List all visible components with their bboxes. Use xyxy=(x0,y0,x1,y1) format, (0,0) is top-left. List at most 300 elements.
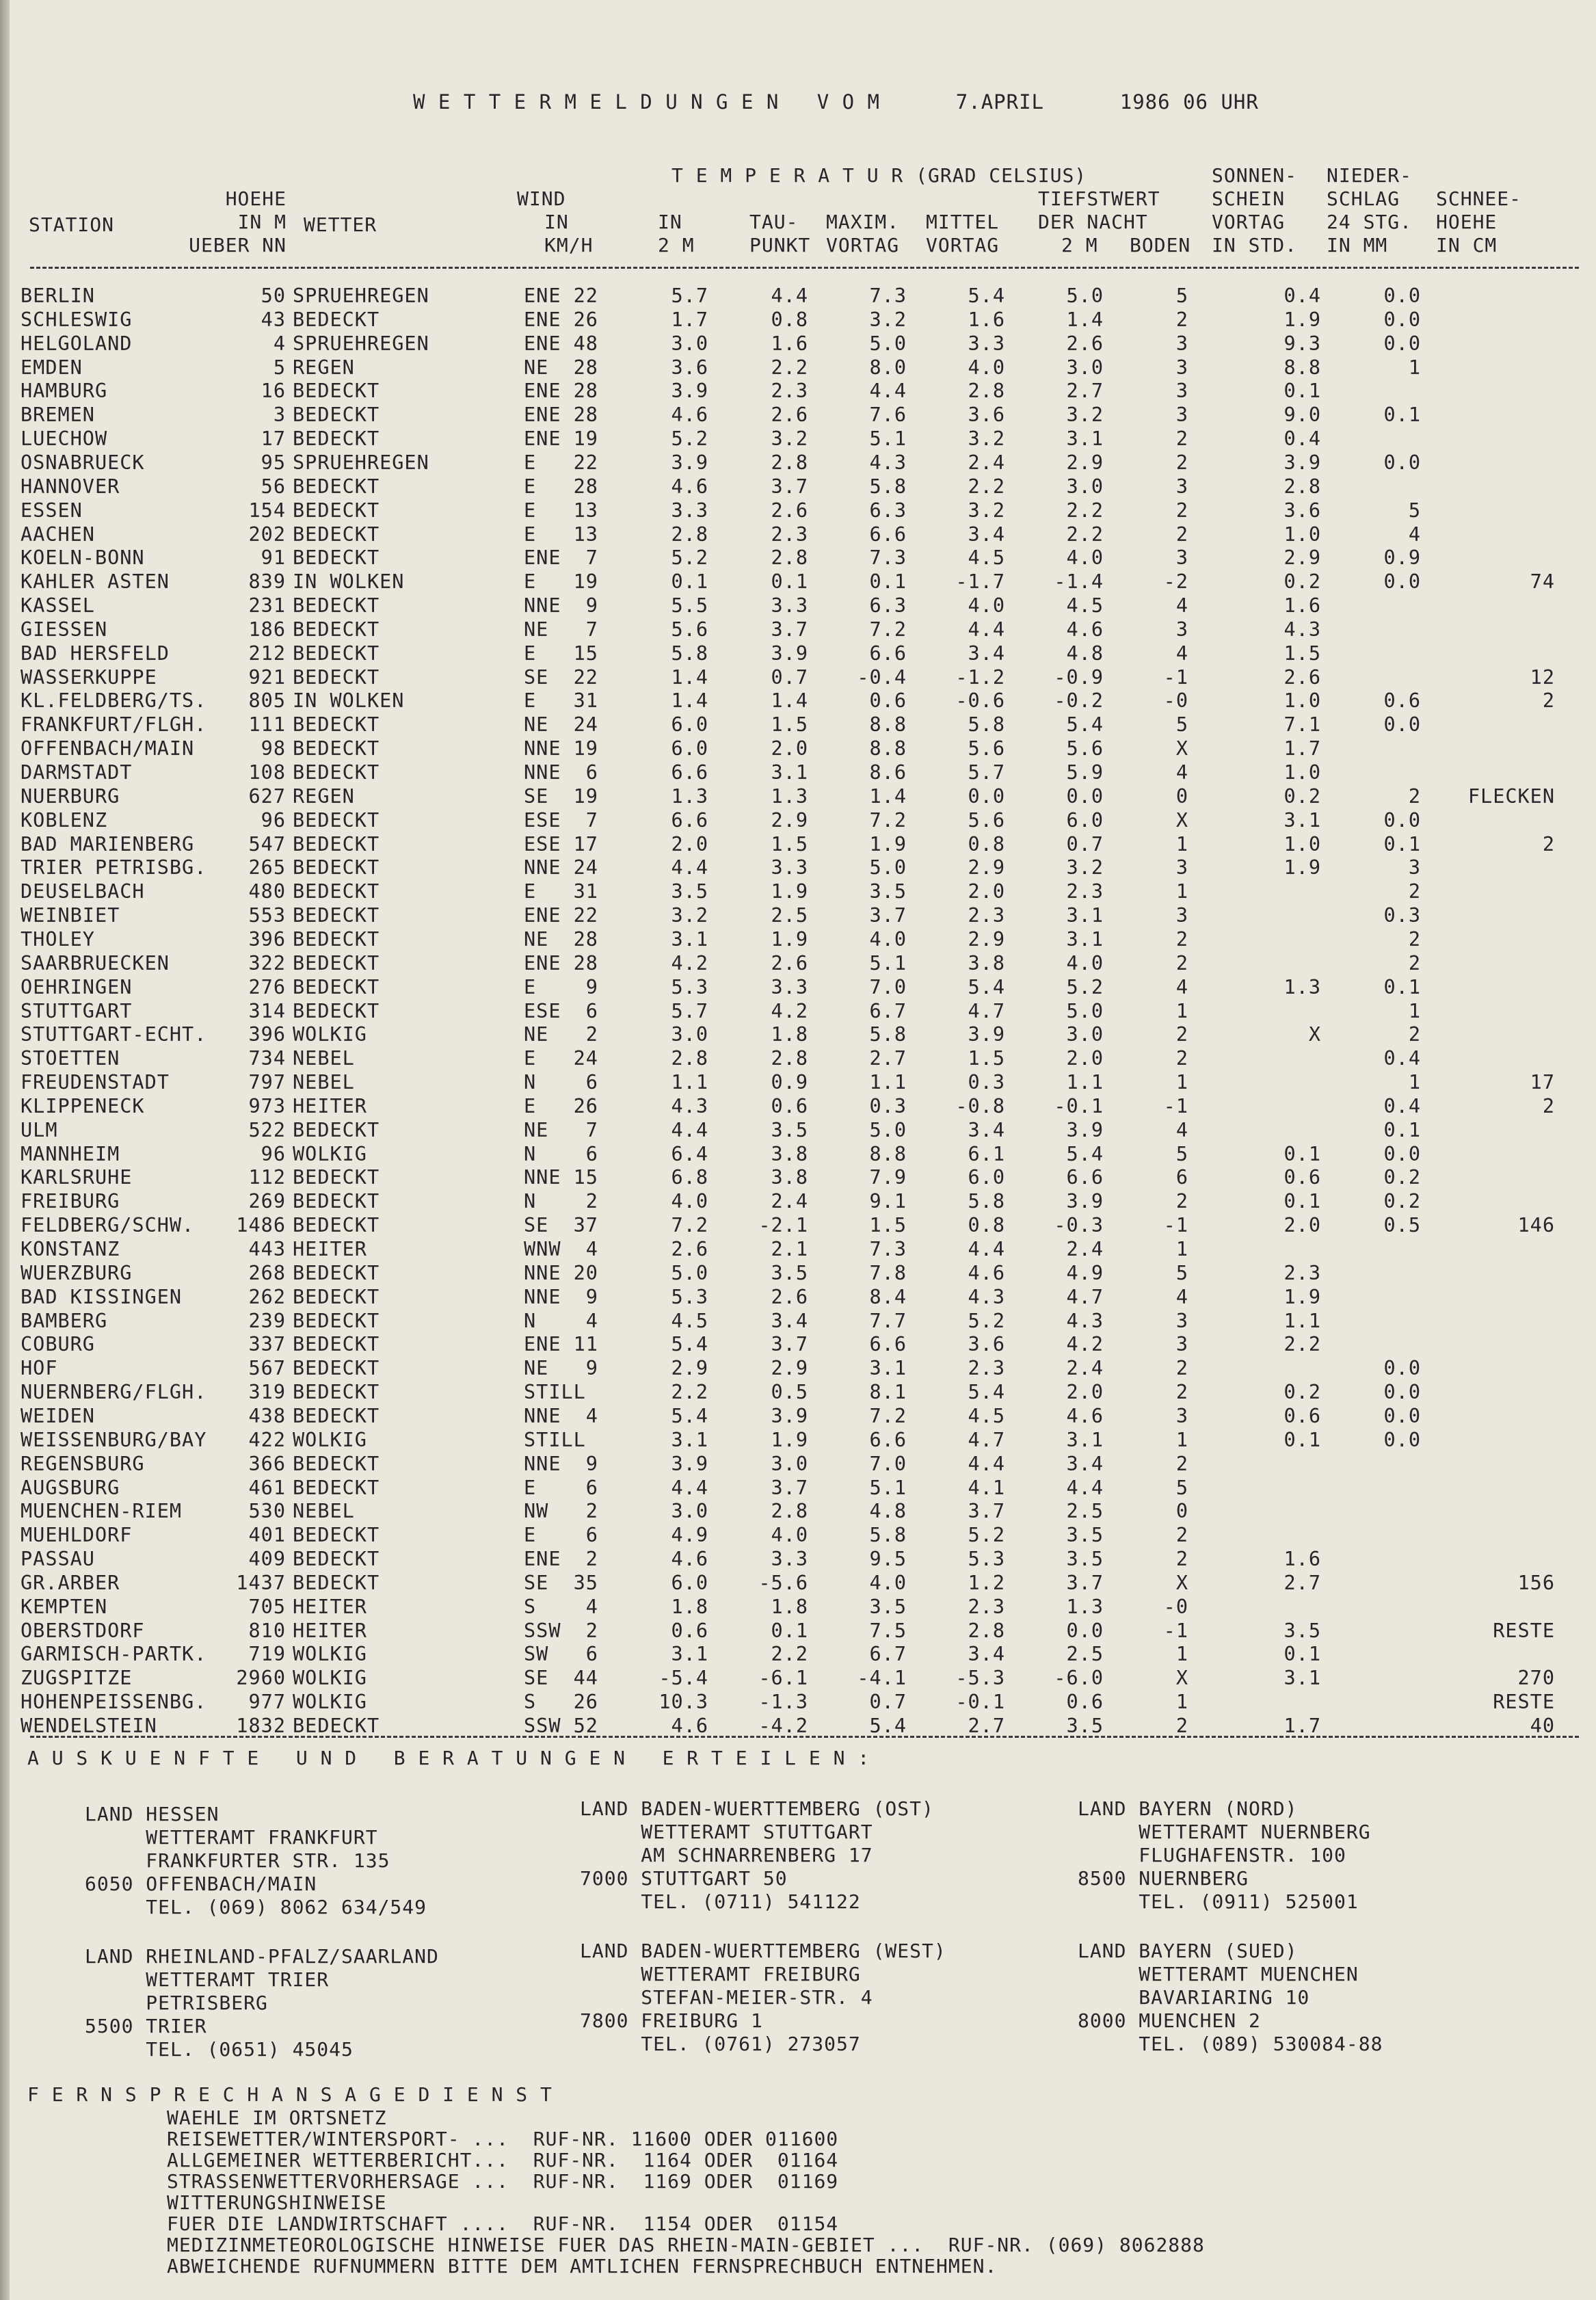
station-wetter: SPRUEHREGEN xyxy=(293,285,429,307)
table-row xyxy=(10,570,1596,594)
table-row xyxy=(10,1190,1596,1213)
station-temp-2m: 5.0 xyxy=(671,1261,708,1284)
station-tiefst-2m: 6.6 xyxy=(1066,1166,1104,1189)
station-hoehe: 553 xyxy=(248,904,286,927)
station-hoehe: 337 xyxy=(248,1333,286,1356)
station-maxim: 8.0 xyxy=(869,356,907,379)
station-wind: ENE 7 xyxy=(524,546,598,570)
header-hoehe-2: IN M xyxy=(237,211,287,233)
station-maxim: 6.6 xyxy=(869,1428,907,1451)
table-row xyxy=(10,1357,1596,1380)
contact-bw-west-line: LAND BADEN-WUERTTEMBERG (WEST) xyxy=(580,1940,946,1962)
station-temp-2m: 1.4 xyxy=(671,689,708,713)
station-wind: NNE 9 xyxy=(524,594,598,618)
station-maxim: 5.1 xyxy=(869,427,907,451)
table-bottom-divider xyxy=(30,1736,1579,1738)
table-row xyxy=(10,1071,1596,1094)
station-name: WENDELSTEIN xyxy=(21,1715,157,1737)
station-wind: S 4 xyxy=(524,1595,598,1618)
header-maxim-2: VORTAG xyxy=(826,234,900,256)
station-tiefst-boden: 1 xyxy=(1175,880,1188,903)
station-maxim: 5.0 xyxy=(869,1118,907,1141)
station-wetter: BEDECKT xyxy=(293,1285,380,1308)
header-wetter: WETTER xyxy=(304,213,377,236)
station-maxim: 6.6 xyxy=(869,642,907,665)
station-wind: NE 7 xyxy=(524,618,598,641)
station-tiefst-2m: 3.0 xyxy=(1066,475,1104,498)
station-name: REGENSBURG xyxy=(21,1452,145,1475)
station-name: GR.ARBER xyxy=(21,1571,120,1594)
station-name: GARMISCH-PARTK. xyxy=(21,1643,207,1666)
station-wetter: BEDECKT xyxy=(293,380,380,403)
contact-hessen-line: 6050 OFFENBACH/MAIN xyxy=(85,1873,317,1895)
station-maxim: 7.7 xyxy=(869,1309,907,1332)
station-nieder: 0.2 xyxy=(1383,1190,1421,1213)
station-wind: E 26 xyxy=(524,1094,598,1118)
fernsprech-line: ABWEICHENDE RUFNUMMERN BITTE DEM AMTLICHEN FERNSPRECHBUCH ENTNEHMEN. xyxy=(167,2255,998,2277)
station-maxim: 7.6 xyxy=(869,404,907,427)
header-nieder-2: SCHLAG xyxy=(1327,187,1400,210)
station-temp-2m: 1.8 xyxy=(671,1595,708,1618)
station-tiefst-2m: -1.4 xyxy=(1054,570,1104,594)
station-wetter: HEITER xyxy=(293,1619,367,1642)
station-temp-2m: 3.3 xyxy=(671,499,708,522)
station-maxim: 0.1 xyxy=(869,570,907,594)
station-tiefst-boden: 5 xyxy=(1175,285,1188,307)
station-nieder: 0.1 xyxy=(1383,832,1421,856)
station-temp-2m: 5.7 xyxy=(671,999,708,1022)
table-row xyxy=(10,1524,1596,1547)
station-hoehe: 705 xyxy=(248,1595,286,1618)
station-maxim: 8.8 xyxy=(869,1142,907,1165)
station-hoehe: 921 xyxy=(248,665,286,689)
station-temp-2m: 4.4 xyxy=(671,1476,708,1499)
contact-bayern-sued-line: TEL. (089) 530084-88 xyxy=(1078,2033,1383,2055)
station-wetter: BEDECKT xyxy=(293,1214,380,1237)
station-tiefst-boden: 2 xyxy=(1175,927,1188,951)
station-maxim: 4.0 xyxy=(869,1571,907,1594)
station-tiefst-2m: 3.1 xyxy=(1066,927,1104,951)
table-row xyxy=(10,1095,1596,1118)
station-name: ZUGSPITZE xyxy=(21,1667,133,1690)
header-taupunkt-1: TAU- xyxy=(749,211,799,233)
table-row xyxy=(10,666,1596,689)
table-row xyxy=(10,285,1596,308)
station-taupunkt: 0.9 xyxy=(771,1071,808,1094)
station-taupunkt: 2.5 xyxy=(771,904,808,927)
station-sonne: 0.6 xyxy=(1284,1166,1321,1189)
station-tiefst-boden: 4 xyxy=(1175,594,1188,618)
station-temp-2m: 1.1 xyxy=(671,1071,708,1094)
station-temp-2m: 2.8 xyxy=(671,523,708,546)
station-wind: NE 24 xyxy=(524,713,598,737)
table-row xyxy=(10,952,1596,975)
station-tiefst-2m: 6.0 xyxy=(1066,808,1104,832)
station-temp-2m: 3.2 xyxy=(671,904,708,927)
contact-bw-ost-line: LAND BADEN-WUERTTEMBERG (OST) xyxy=(580,1797,934,1820)
station-tiefst-2m: 0.6 xyxy=(1066,1691,1104,1714)
station-tiefst-2m: 3.7 xyxy=(1066,1571,1104,1594)
station-nieder: 2 xyxy=(1408,927,1421,951)
station-name: OEHRINGEN xyxy=(21,975,133,999)
station-sonne: 0.2 xyxy=(1284,1381,1321,1404)
station-name: OBERSTDORF xyxy=(21,1619,145,1642)
station-maxim: 7.8 xyxy=(869,1261,907,1284)
station-taupunkt: 2.3 xyxy=(771,523,808,546)
station-hoehe: 4 xyxy=(273,332,286,355)
table-row xyxy=(10,809,1596,832)
table-row xyxy=(10,1000,1596,1023)
station-tiefst-2m: 3.5 xyxy=(1066,1524,1104,1547)
station-name: KLIPPENECK xyxy=(21,1094,145,1118)
station-schnee: RESTE xyxy=(1493,1691,1555,1714)
station-mittel: 3.2 xyxy=(968,499,1005,522)
station-mittel: 5.8 xyxy=(968,713,1005,737)
table-row xyxy=(10,1166,1596,1189)
station-wetter: BEDECKT xyxy=(293,1524,380,1547)
station-hoehe: 50 xyxy=(261,285,286,307)
station-wind: SW 6 xyxy=(524,1643,598,1666)
station-wetter: BEDECKT xyxy=(293,808,380,832)
station-temp-2m: 3.9 xyxy=(671,380,708,403)
station-tiefst-2m: 2.9 xyxy=(1066,451,1104,474)
station-maxim: 7.5 xyxy=(869,1619,907,1642)
station-name: FELDBERG/SCHW. xyxy=(21,1214,195,1237)
station-tiefst-boden: 1 xyxy=(1175,1238,1188,1260)
station-wetter: BEDECKT xyxy=(293,665,380,689)
fernsprech-line: WAEHLE IM ORTSNETZ xyxy=(167,2106,387,2129)
station-taupunkt: 2.4 xyxy=(771,1190,808,1213)
station-taupunkt: 0.8 xyxy=(771,308,808,331)
contact-hessen-line: LAND HESSEN xyxy=(85,1803,220,1825)
contact-bayern-sued-line: LAND BAYERN (SUED) xyxy=(1078,1940,1298,1962)
station-hoehe: 108 xyxy=(248,761,286,784)
station-taupunkt: -5.6 xyxy=(758,1571,808,1594)
station-nieder: 0.1 xyxy=(1383,1118,1421,1141)
station-nieder: 0.0 xyxy=(1383,1404,1421,1427)
station-mittel: 0.8 xyxy=(968,1214,1005,1237)
station-wetter: BEDECKT xyxy=(293,975,380,999)
station-wetter: BEDECKT xyxy=(293,761,380,784)
station-temp-2m: 6.6 xyxy=(671,761,708,784)
station-name: HAMBURG xyxy=(21,380,108,403)
header-wind-1: WIND xyxy=(517,187,566,210)
table-row xyxy=(10,1023,1596,1046)
station-maxim: 1.1 xyxy=(869,1071,907,1094)
station-temp-2m: 4.4 xyxy=(671,1118,708,1141)
station-tiefst-2m: 0.0 xyxy=(1066,1619,1104,1642)
station-mittel: -1.7 xyxy=(955,570,1005,594)
station-maxim: 3.2 xyxy=(869,308,907,331)
header-nieder-3: 24 STG. xyxy=(1327,211,1413,233)
fernsprech-line: MEDIZINMETEOROLOGISCHE HINWEISE FUER DAS RHEIN-MAIN-GEBIET ... RUF-NR. (069) 8062888 xyxy=(167,2234,1205,2256)
station-maxim: 0.3 xyxy=(869,1094,907,1118)
header-wind-3: KM/H xyxy=(544,234,594,256)
station-wind: E 24 xyxy=(524,1047,598,1070)
header-in2m-1: IN xyxy=(658,211,682,233)
station-tiefst-2m: 1.3 xyxy=(1066,1595,1104,1618)
station-name: NUERNBERG/FLGH. xyxy=(21,1381,207,1404)
station-sonne: 1.5 xyxy=(1284,642,1321,665)
station-wind: ESE 17 xyxy=(524,832,598,856)
station-wetter: BEDECKT xyxy=(293,1452,380,1475)
station-tiefst-2m: 4.4 xyxy=(1066,1476,1104,1499)
station-tiefst-2m: 2.4 xyxy=(1066,1238,1104,1260)
station-taupunkt: 2.6 xyxy=(771,499,808,522)
station-tiefst-boden: -1 xyxy=(1163,665,1188,689)
station-name: EMDEN xyxy=(21,356,83,379)
station-mittel: 6.1 xyxy=(968,1142,1005,1165)
station-temp-2m: 4.2 xyxy=(671,951,708,975)
station-tiefst-boden: 5 xyxy=(1175,1142,1188,1165)
station-tiefst-boden: -1 xyxy=(1163,1094,1188,1118)
station-taupunkt: 2.6 xyxy=(771,951,808,975)
table-row xyxy=(10,1643,1596,1666)
station-mittel: 4.3 xyxy=(968,1285,1005,1308)
station-nieder: 2 xyxy=(1408,1023,1421,1046)
station-nieder: 1 xyxy=(1408,999,1421,1022)
station-taupunkt: 1.4 xyxy=(771,689,808,713)
station-hoehe: 977 xyxy=(248,1691,286,1714)
header-mittel-2: VORTAG xyxy=(926,234,1000,256)
fernsprech-line: STRASSENWETTERVORHERSAGE ... RUF-NR. 1169 ODER 01169 xyxy=(167,2170,839,2193)
station-maxim: 3.5 xyxy=(869,880,907,903)
table-row xyxy=(10,427,1596,451)
station-tiefst-2m: -0.1 xyxy=(1054,1094,1104,1118)
station-wetter: BEDECKT xyxy=(293,1715,380,1737)
contact-bayern-nord-line: FLUGHAFENSTR. 100 xyxy=(1078,1844,1346,1866)
station-tiefst-boden: 4 xyxy=(1175,1285,1188,1308)
station-sonne: 9.3 xyxy=(1284,332,1321,355)
station-mittel: 0.3 xyxy=(968,1071,1005,1094)
station-temp-2m: 4.6 xyxy=(671,1715,708,1737)
station-temp-2m: -5.4 xyxy=(659,1667,708,1690)
station-sonne: 0.1 xyxy=(1284,1643,1321,1666)
station-taupunkt: 1.9 xyxy=(771,1428,808,1451)
station-sonne: 1.6 xyxy=(1284,594,1321,618)
station-temp-2m: 1.7 xyxy=(671,308,708,331)
contact-rlp-saarland-line: TEL. (0651) 45045 xyxy=(85,2038,354,2061)
station-hoehe: 262 xyxy=(248,1285,286,1308)
table-row xyxy=(10,737,1596,761)
table-row xyxy=(10,1620,1596,1643)
station-taupunkt: 4.0 xyxy=(771,1524,808,1547)
station-maxim: 6.7 xyxy=(869,999,907,1022)
station-sonne: 1.3 xyxy=(1284,975,1321,999)
station-tiefst-2m: 4.9 xyxy=(1066,1261,1104,1284)
station-sonne: 0.4 xyxy=(1284,285,1321,307)
station-temp-2m: 1.4 xyxy=(671,665,708,689)
header-sonne-4: IN STD. xyxy=(1212,234,1298,256)
page-binding-edge xyxy=(0,0,10,2300)
station-name: HANNOVER xyxy=(21,475,120,498)
station-maxim: 7.9 xyxy=(869,1166,907,1189)
station-wind: ENE 19 xyxy=(524,427,598,451)
station-name: FREIBURG xyxy=(21,1190,120,1213)
station-mittel: 4.1 xyxy=(968,1476,1005,1499)
station-tiefst-2m: 3.2 xyxy=(1066,404,1104,427)
station-hoehe: 839 xyxy=(248,570,286,594)
header-schnee-3: IN CM xyxy=(1436,234,1498,256)
station-mittel: 2.8 xyxy=(968,1619,1005,1642)
station-mittel: 2.9 xyxy=(968,856,1005,880)
station-taupunkt: 2.3 xyxy=(771,380,808,403)
station-wetter: BEDECKT xyxy=(293,880,380,903)
station-tiefst-2m: 2.6 xyxy=(1066,332,1104,355)
station-temp-2m: 5.8 xyxy=(671,642,708,665)
station-wind: SE 35 xyxy=(524,1571,598,1594)
contact-rlp-saarland-line: LAND RHEINLAND-PFALZ/SAARLAND xyxy=(85,1945,439,1968)
station-nieder: 0.0 xyxy=(1383,308,1421,331)
station-mittel: 0.8 xyxy=(968,832,1005,856)
station-mittel: 5.3 xyxy=(968,1548,1005,1571)
station-name: THOLEY xyxy=(21,927,95,951)
station-sonne: 1.0 xyxy=(1284,761,1321,784)
fernsprech-title: F E R N S P R E C H A N S A G E D I E N S T xyxy=(27,2083,553,2106)
station-hoehe: 5 xyxy=(273,356,286,379)
station-tiefst-boden: 5 xyxy=(1175,1261,1188,1284)
station-sonne: 2.9 xyxy=(1284,546,1321,570)
station-mittel: -0.6 xyxy=(955,689,1005,713)
station-schnee: 40 xyxy=(1530,1715,1555,1737)
station-temp-2m: 6.0 xyxy=(671,1571,708,1594)
station-wetter: BEDECKT xyxy=(293,856,380,880)
station-wetter: BEDECKT xyxy=(293,1548,380,1571)
station-name: HOHENPEISSENBG. xyxy=(21,1691,207,1714)
station-mittel: 1.6 xyxy=(968,308,1005,331)
station-name: BAMBERG xyxy=(21,1309,108,1332)
contact-bw-ost-line: 7000 STUTTGART 50 xyxy=(580,1867,788,1890)
table-row xyxy=(10,356,1596,380)
station-temp-2m: 4.9 xyxy=(671,1524,708,1547)
station-tiefst-2m: -0.2 xyxy=(1054,689,1104,713)
station-taupunkt: 2.1 xyxy=(771,1238,808,1260)
station-taupunkt: 1.5 xyxy=(771,832,808,856)
station-sonne: 1.6 xyxy=(1284,1548,1321,1571)
station-temp-2m: 3.0 xyxy=(671,1500,708,1523)
station-temp-2m: 5.5 xyxy=(671,594,708,618)
station-tiefst-2m: 5.9 xyxy=(1066,761,1104,784)
station-temp-2m: 6.6 xyxy=(671,808,708,832)
station-wind: SE 22 xyxy=(524,665,598,689)
station-nieder: 0.1 xyxy=(1383,404,1421,427)
station-tiefst-2m: 3.9 xyxy=(1066,1118,1104,1141)
station-hoehe: 1832 xyxy=(236,1715,286,1737)
station-wind: ENE 2 xyxy=(524,1548,598,1571)
station-taupunkt: 2.9 xyxy=(771,808,808,832)
station-wetter: HEITER xyxy=(293,1238,367,1260)
station-wind: E 13 xyxy=(524,523,598,546)
station-hoehe: 154 xyxy=(248,499,286,522)
station-hoehe: 212 xyxy=(248,642,286,665)
station-name: BERLIN xyxy=(21,285,95,307)
station-name: SCHLESWIG xyxy=(21,308,133,331)
station-taupunkt: 0.5 xyxy=(771,1381,808,1404)
station-hoehe: 91 xyxy=(261,546,286,570)
station-tiefst-2m: 4.2 xyxy=(1066,1333,1104,1356)
station-tiefst-boden: 3 xyxy=(1175,356,1188,379)
station-tiefst-2m: 5.4 xyxy=(1066,1142,1104,1165)
station-mittel: 1.5 xyxy=(968,1047,1005,1070)
station-nieder: 0.0 xyxy=(1383,1142,1421,1165)
station-hoehe: 522 xyxy=(248,1118,286,1141)
station-taupunkt: 0.7 xyxy=(771,665,808,689)
station-tiefst-boden: 2 xyxy=(1175,451,1188,474)
station-wind: NE 9 xyxy=(524,1357,598,1380)
station-taupunkt: 3.1 xyxy=(771,761,808,784)
station-name: STUTTGART-ECHT. xyxy=(21,1023,207,1046)
station-wetter: BEDECKT xyxy=(293,523,380,546)
station-tiefst-2m: 5.0 xyxy=(1066,285,1104,307)
station-taupunkt: 1.9 xyxy=(771,927,808,951)
station-name: LUECHOW xyxy=(21,427,108,451)
station-wind: ENE 11 xyxy=(524,1333,598,1356)
station-taupunkt: 3.3 xyxy=(771,856,808,880)
station-sonne: 0.2 xyxy=(1284,784,1321,808)
station-tiefst-2m: 3.5 xyxy=(1066,1548,1104,1571)
station-hoehe: 480 xyxy=(248,880,286,903)
station-maxim: 7.0 xyxy=(869,1452,907,1475)
station-sonne: 1.7 xyxy=(1284,737,1321,761)
station-mittel: 4.7 xyxy=(968,1428,1005,1451)
contact-bw-west-line: STEFAN-MEIER-STR. 4 xyxy=(580,1986,873,2009)
station-mittel: 4.0 xyxy=(968,356,1005,379)
station-schnee: 270 xyxy=(1517,1667,1555,1690)
station-mittel: 5.2 xyxy=(968,1309,1005,1332)
station-tiefst-boden: 4 xyxy=(1175,642,1188,665)
station-hoehe: 810 xyxy=(248,1619,286,1642)
station-mittel: 3.4 xyxy=(968,1118,1005,1141)
station-name: ESSEN xyxy=(21,499,83,522)
station-maxim: 3.1 xyxy=(869,1357,907,1380)
station-tiefst-boden: 1 xyxy=(1175,999,1188,1022)
station-maxim: -4.1 xyxy=(857,1667,907,1690)
station-tiefst-2m: 3.0 xyxy=(1066,356,1104,379)
header-tiefst-1: TIEFSTWERT xyxy=(1038,187,1160,210)
station-wind: E 9 xyxy=(524,975,598,999)
station-wind: ENE 22 xyxy=(524,285,598,307)
table-row xyxy=(10,1572,1596,1595)
station-sonne: 1.0 xyxy=(1284,832,1321,856)
contact-bw-west-line: WETTERAMT FREIBURG xyxy=(580,1963,861,1985)
contact-hessen-line: TEL. (069) 8062 634/549 xyxy=(85,1896,427,1918)
station-hoehe: 231 xyxy=(248,594,286,618)
station-wind: E 31 xyxy=(524,689,598,713)
station-sonne: 0.6 xyxy=(1284,1404,1321,1427)
station-nieder: 0.0 xyxy=(1383,713,1421,737)
station-maxim: 1.9 xyxy=(869,832,907,856)
header-sonne-1: SONNEN- xyxy=(1212,164,1298,187)
station-name: TRIER PETRISBG. xyxy=(21,856,207,880)
station-wind: N 6 xyxy=(524,1142,598,1165)
table-row xyxy=(10,1286,1596,1309)
station-sonne: 2.0 xyxy=(1284,1214,1321,1237)
station-nieder: 0.1 xyxy=(1383,975,1421,999)
station-tiefst-boden: 2 xyxy=(1175,308,1188,331)
station-nieder: 0.0 xyxy=(1383,1381,1421,1404)
station-maxim: 8.6 xyxy=(869,761,907,784)
station-tiefst-2m: 2.2 xyxy=(1066,499,1104,522)
station-hoehe: 530 xyxy=(248,1500,286,1523)
station-tiefst-boden: 0 xyxy=(1175,1500,1188,1523)
station-wetter: SPRUEHREGEN xyxy=(293,451,429,474)
station-hoehe: 16 xyxy=(261,380,286,403)
station-wind: S 26 xyxy=(524,1691,598,1714)
station-mittel: 3.6 xyxy=(968,1333,1005,1356)
station-temp-2m: 3.1 xyxy=(671,1428,708,1451)
station-tiefst-boden: 3 xyxy=(1175,1309,1188,1332)
header-hoehe-3: UEBER NN xyxy=(189,234,287,256)
